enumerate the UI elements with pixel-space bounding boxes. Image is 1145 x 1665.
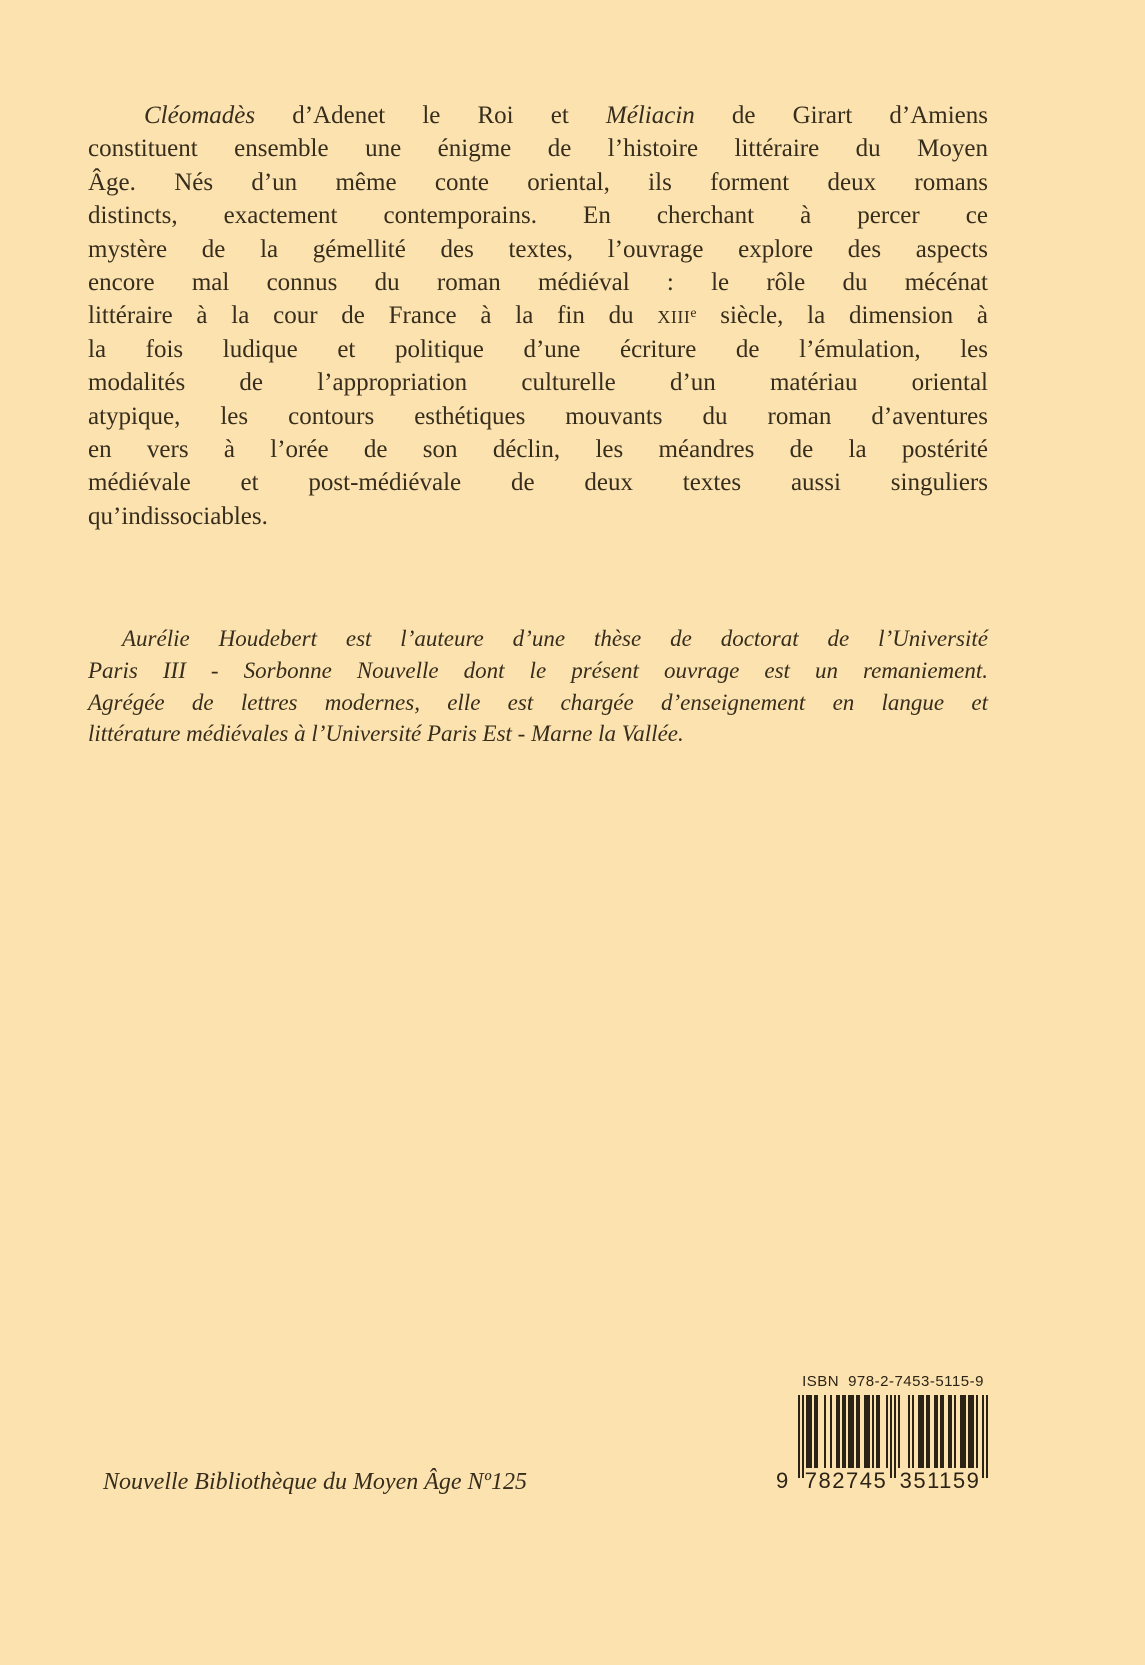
book-title-meliacin: Méliacin xyxy=(605,102,695,129)
book-title-cleomades: Cléomadès xyxy=(144,102,256,129)
blurb-line-01 xyxy=(88,99,988,132)
barcode-digits xyxy=(775,1470,997,1492)
blurb-line-07-post: siècle, la dimension à xyxy=(696,302,988,330)
blurb-line-07-pre: littéraire à la cour de France à la fin du xyxy=(88,302,658,330)
blurb-line-05: mystère de la gémellité des textes, l’ouvrage explore des aspects xyxy=(88,235,988,263)
blurb-paragraph xyxy=(88,99,988,533)
blurb-line-07 xyxy=(88,299,988,332)
ean13-barcode xyxy=(798,1395,988,1478)
century-roman-numeral: xiii xyxy=(657,302,691,330)
blurb-line-06: encore mal connus du roman médiéval : le rôle du mécénat xyxy=(88,269,988,297)
century-superscript: e xyxy=(690,304,697,320)
bio-line-3: Agrégée de lettres modernes, elle est chargée d’enseignement en langue et xyxy=(88,689,988,715)
bio-line-2: Paris III - Sorbonne Nouvelle dont le présent ouvrage est un remaniement. xyxy=(88,657,988,683)
barcode-digit-leading: 9 xyxy=(776,1468,789,1493)
blurb-line-09: modalités de l’appropriation culturelle d’un matériau oriental xyxy=(88,369,988,397)
bio-line-1: Aurélie Houdebert est l’auteure d’une thèse de doctorat de l’Université xyxy=(122,626,988,651)
blurb-line-04: distincts, exactement contemporains. En cherchant à percer ce xyxy=(88,202,988,230)
barcode-digits-right: 351159 xyxy=(899,1468,981,1493)
blurb-line-11: en vers à l’orée de son déclin, les méandres de la postérité xyxy=(88,436,988,464)
bio-line-4: littérature médiévales à l’Université Paris Est - Marne la Vallée. xyxy=(88,721,684,747)
barcode-digits-left: 782745 xyxy=(804,1468,888,1493)
author-bio xyxy=(88,623,988,750)
blurb-line-08: la fois ludique et politique d’une écriture de l’émulation, les xyxy=(88,335,988,363)
blurb-line-02: constituent ensemble une énigme de l’histoire littéraire du Moyen xyxy=(88,135,988,163)
blurb-line-03: Âge. Nés d’un même conte oriental, ils forment deux romans xyxy=(88,168,988,196)
blurb-line-12: médiévale et post-médiévale de deux textes aussi singuliers xyxy=(88,469,988,497)
blurb-line-01-tail: de Girart d’Amiens xyxy=(694,102,988,129)
isbn-barcode-block xyxy=(775,1373,997,1495)
isbn-label: ISBN xyxy=(802,1373,840,1390)
isbn-number: 978-2-7453-5115-9 xyxy=(848,1373,984,1390)
blurb-line-10: atypique, les contours esthétiques mouvants du roman d’aventures xyxy=(88,402,988,430)
series-label: Nouvelle Bibliothèque du Moyen Âge Nº125 xyxy=(103,1469,527,1495)
blurb-line-13: qu’indissociables. xyxy=(88,502,268,530)
blurb-line-01-text: d’Adenet le Roi et xyxy=(255,102,606,129)
isbn-line xyxy=(798,1373,988,1391)
